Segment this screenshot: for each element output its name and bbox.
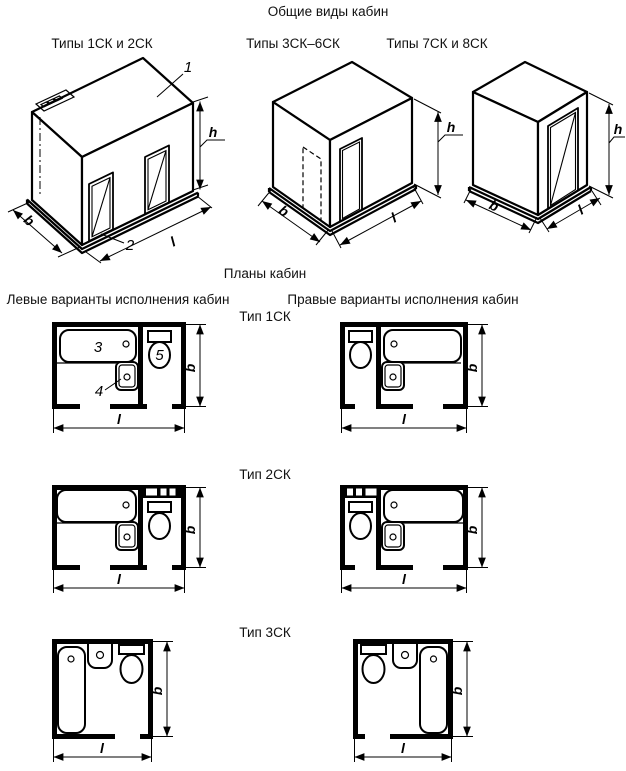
length-label: l [574, 201, 587, 218]
toilet-tank [349, 502, 372, 512]
isometric-view-7sk-8sk [464, 62, 625, 233]
view2-title: Типы 3СК–6СК [246, 36, 340, 51]
length-label: l [401, 740, 405, 756]
isometric-view-1sk-2sk [8, 58, 225, 263]
plan-3sk-right [353, 639, 473, 762]
width-label: b [182, 525, 198, 535]
width-label: b [182, 363, 198, 373]
callout-bath: 3 [93, 339, 103, 356]
toilet-tank [361, 645, 386, 654]
toilet-tank [148, 331, 171, 342]
callout-roof: 1 [183, 59, 193, 76]
width-label: b [464, 525, 480, 535]
callout-washbasin: 4 [94, 383, 104, 400]
bathtub-outline [57, 490, 136, 522]
width-label: b [464, 363, 480, 373]
width-label: b [486, 196, 502, 215]
toilet-bowl [363, 655, 385, 683]
plan-1sk-left [52, 322, 206, 433]
width-label: b [149, 686, 165, 696]
length-label: l [402, 411, 406, 427]
plan-row2-title: Тип 2СК [239, 467, 291, 482]
length-label: l [388, 209, 400, 226]
length-label: l [117, 411, 121, 427]
toilet-tank [119, 645, 144, 654]
bathtub-outline [384, 490, 463, 522]
length-label: l [167, 233, 179, 250]
bathtub-outline [420, 647, 447, 733]
left-variants-title: Левые варианты исполнения кабин [6, 292, 230, 307]
toilet-bowl [121, 655, 143, 683]
height-label: h [208, 124, 218, 140]
height-label: h [613, 121, 623, 137]
view3-title: Типы 7СК и 8СК [386, 36, 488, 51]
right-variants-title: Правые варианты исполнения кабин [287, 292, 519, 307]
isometric-view-3sk-6sk [258, 62, 463, 248]
callout-base: 2 [125, 237, 135, 254]
plans-section-title: Планы кабин [223, 266, 307, 281]
washbasin-outline [393, 644, 417, 668]
width-label: b [20, 211, 38, 230]
toilet-bowl [350, 513, 371, 539]
plan-2sk-left [52, 485, 206, 593]
toilet-tank [148, 502, 171, 512]
width-label: b [275, 201, 292, 220]
width-label: b [449, 686, 465, 696]
length-label: l [100, 740, 104, 756]
plan-1sk-right [340, 322, 488, 433]
washbasin-outline [88, 644, 112, 668]
bathtub-outline [58, 647, 85, 733]
height-label: h [446, 119, 456, 135]
toilet-bowl [149, 513, 170, 539]
plan-3sk-left [52, 639, 173, 762]
toilet-bowl [350, 342, 371, 368]
length-label: l [117, 571, 121, 587]
plan-2sk-right [340, 485, 488, 593]
views-section-title: Общие виды кабин [267, 4, 389, 19]
length-label: l [402, 571, 406, 587]
toilet-tank [349, 331, 372, 342]
view1-title: Типы 1СК и 2СК [51, 36, 153, 51]
plan-row1-title: Тип 1СК [239, 309, 291, 324]
callout-toilet: 5 [155, 347, 164, 364]
plan-row3-title: Тип 3СК [239, 625, 291, 640]
